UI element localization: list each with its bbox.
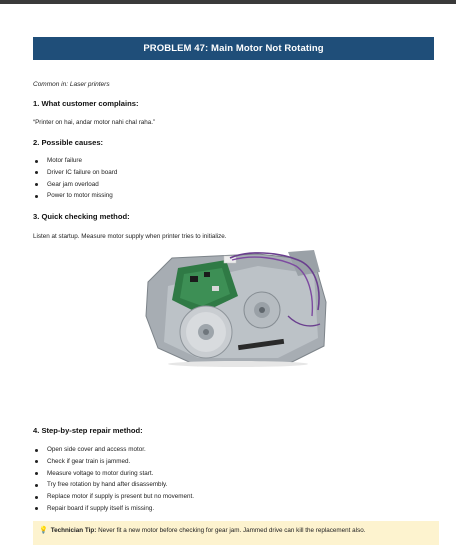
technician-tip-box [33, 521, 439, 545]
list-item: Replace motor if supply is present but no movement. [33, 491, 194, 503]
repair-list [33, 444, 194, 515]
window-top-bar [0, 0, 456, 4]
causes-heading: 2. Possible causes: [33, 138, 104, 147]
list-item: Repair board if supply itself is missing. [33, 503, 194, 515]
causes-list [33, 155, 117, 202]
checking-heading: 3. Quick checking method: [33, 212, 130, 221]
tip-text: Never fit a new motor before checking for gear jam. Jammed drive can kill the replacement also. [98, 527, 366, 534]
list-item: Measure voltage to motor during start. [33, 468, 194, 480]
list-item: Open side cover and access motor. [33, 444, 194, 456]
complaint-heading: 1. What customer complains: [33, 99, 139, 108]
list-item: Check if gear train is jammed. [33, 456, 194, 468]
lightbulb-icon: 💡 [39, 527, 48, 534]
repair-heading: 4. Step-by-step repair method: [33, 426, 143, 435]
list-item: Motor failure [33, 155, 117, 167]
page-title: PROBLEM 47: Main Motor Not Rotating [33, 37, 434, 60]
tip-label: Technician Tip: [50, 527, 97, 534]
complaint-text: “Printer on hai, andar motor nahi chal raha.” [33, 119, 156, 126]
list-item: Driver IC failure on board [33, 167, 117, 179]
common-in-note: Common in: Laser printers [33, 81, 110, 88]
list-item: Try free rotation by hand after disassembly. [33, 479, 194, 491]
motor-assembly-photo [138, 246, 330, 368]
checking-text: Listen at startup. Measure motor supply when printer tries to initialize. [33, 233, 227, 240]
list-item: Power to motor missing [33, 190, 117, 202]
list-item: Gear jam overload [33, 179, 117, 191]
